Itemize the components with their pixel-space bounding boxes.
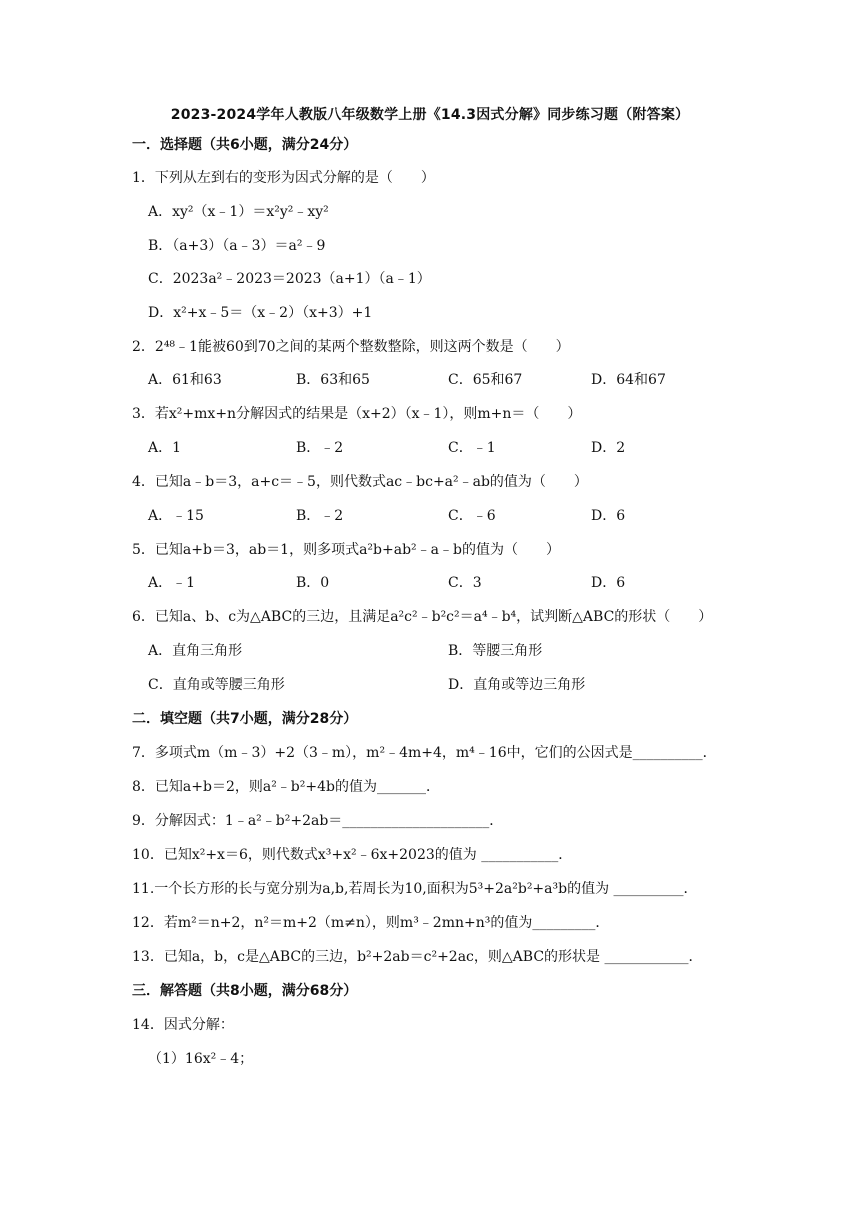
question-11: 11.一个长方形的长与宽分别为a,b,若周长为10,面积为5³+2a²b²+a³b的值为 __________．	[132, 881, 698, 897]
question-14-stem: 14．因式分解：	[132, 1017, 234, 1033]
question-1-option-c: C．2023a²﹣2023＝2023（a+1）（a﹣1）	[148, 271, 431, 287]
question-4-stem: 4．已知a﹣b＝3，a+c＝﹣5，则代数式ac﹣bc+a²﹣ab的值为（ ）	[132, 474, 588, 490]
question-3-option-d: D．2	[591, 440, 626, 456]
question-3-option-c: C．﹣1	[448, 440, 496, 456]
question-1-option-d: D．x²+x﹣5＝（x﹣2）（x+3）+1	[148, 305, 373, 321]
section-heading-solve: 三．解答题（共8小题，满分68分）	[132, 983, 358, 999]
question-13: 13．已知a，b，c是△ABC的三边，b²+2ab＝c²+2ac，则△ABC的形状是 ____________．	[132, 949, 703, 965]
question-4-option-a: A．﹣15	[148, 508, 204, 524]
question-2-option-c: C．65和67	[448, 372, 523, 388]
question-2-option-d: D．64和67	[591, 372, 666, 388]
question-2-option-b: B．63和65	[296, 372, 370, 388]
question-6-stem: 6．已知a、b、c为△ABC的三边，且满足a²c²﹣b²c²＝a⁴﹣b⁴，试判断△ABC的形状（ ）	[132, 609, 713, 625]
question-5-option-a: A．﹣1	[148, 575, 196, 591]
question-6-option-a: A．直角三角形	[148, 643, 243, 659]
question-1-option-a: A．xy²（x﹣1）＝x²y²﹣xy²	[148, 204, 329, 220]
question-4-option-b: B．﹣2	[296, 508, 344, 524]
question-12: 12．若m²＝n+2，n²＝m+2（m≠n），则m³﹣2mn+n³的值为_________．	[132, 915, 610, 931]
section-heading-fill-blank: 二．填空题（共7小题，满分28分）	[132, 711, 358, 727]
question-10: 10．已知x²+x＝6，则代数式x³+x²﹣6x+2023的值为 ___________．	[132, 847, 573, 863]
question-6-option-b: B．等腰三角形	[448, 643, 543, 659]
question-3-option-b: B．﹣2	[296, 440, 344, 456]
question-5-option-d: D．6	[591, 575, 626, 591]
question-6-option-d: D．直角或等边三角形	[448, 677, 586, 693]
question-4-option-c: C．﹣6	[448, 508, 496, 524]
question-3-stem: 3．若x²+mx+n分解因式的结果是（x+2）（x﹣1），则m+n＝（ ）	[132, 406, 582, 422]
question-2-option-a: A．61和63	[148, 372, 222, 388]
question-5-option-c: C．3	[448, 575, 482, 591]
question-8: 8．已知a+b＝2，则a²﹣b²+4b的值为_______．	[132, 779, 440, 795]
question-14-part-1: （1）16x²﹣4；	[148, 1051, 254, 1067]
section-heading-choice: 一．选择题（共6小题，满分24分）	[132, 137, 358, 153]
question-4-option-d: D．6	[591, 508, 626, 524]
question-9: 9．分解因式：1﹣a²﹣b²+2ab＝_____________________．	[132, 813, 504, 829]
question-7: 7．多项式m（m﹣3）+2（3﹣m），m²﹣4m+4，m⁴﹣16中，它们的公因式是__________．	[132, 745, 717, 761]
question-5-stem: 5．已知a+b＝3，ab＝1，则多项式a²b+ab²﹣a﹣b的值为（ ）	[132, 542, 560, 558]
question-6-option-c: C．直角或等腰三角形	[148, 677, 285, 693]
document-title: 2023-2024学年人教版八年级数学上册《14.3因式分解》同步练习题（附答案）	[170, 107, 690, 123]
question-1-stem: 1．下列从左到右的变形为因式分解的是（ ）	[132, 170, 435, 186]
question-2-stem: 2．2⁴⁸﹣1能被60到70之间的某两个整数整除，则这两个数是（ ）	[132, 339, 570, 355]
question-3-option-a: A．1	[148, 440, 182, 456]
question-5-option-b: B．0	[296, 575, 330, 591]
question-1-option-b: B．（a+3）（a﹣3）＝a²﹣9	[148, 238, 326, 254]
